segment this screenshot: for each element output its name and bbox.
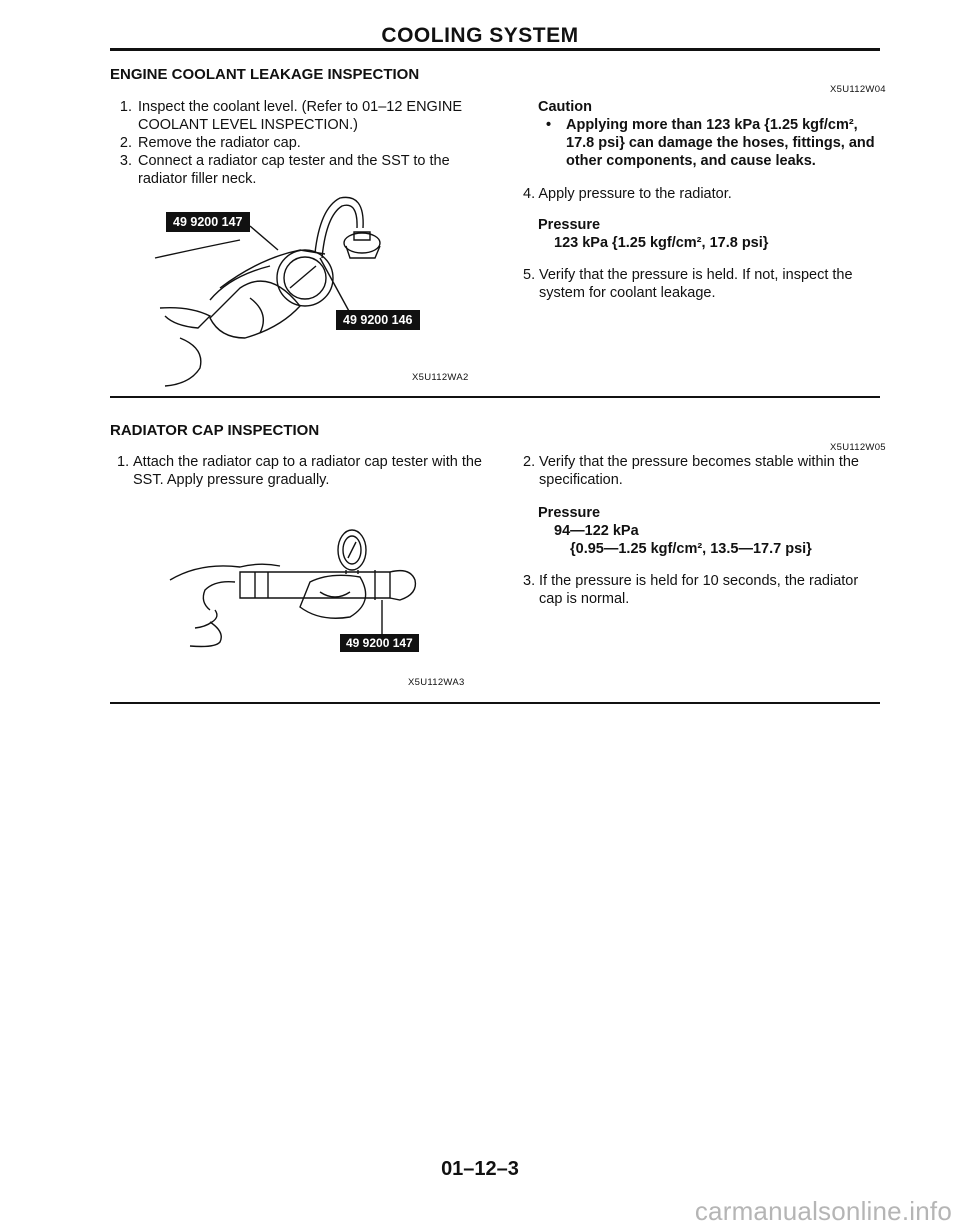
section1-steps [112, 98, 492, 188]
step-number: 5. [523, 267, 536, 283]
pressure-value: 123 kPa {1.25 kgf/cm², 17.8 psi} [554, 235, 769, 251]
tester-illustration-1 [150, 188, 480, 388]
caution-text: Applying more than 123 kPa {1.25 kgf/cm², 17.8 psi} can damage the hoses, fittings, and other components, and cause leaks. [566, 117, 875, 169]
step-number: 4. [523, 186, 539, 202]
section1-code: X5U112W04 [830, 84, 886, 95]
figure2-code: X5U112WA3 [408, 677, 465, 688]
caution-block [538, 98, 883, 170]
section-divider [110, 396, 880, 398]
page-number: 01–12–3 [441, 1158, 519, 1180]
bullet-icon: • [546, 117, 552, 133]
caution-item [538, 116, 883, 170]
step-number: 3. [523, 573, 536, 589]
sst-label-box: 49 9200 147 [166, 212, 250, 232]
step-text: Verify that the pressure is held. If not, inspect the system for coolant leakage. [539, 267, 853, 301]
pressure-value: {0.95—1.25 kgf/cm², 13.5—17.7 psi} [570, 541, 812, 557]
step-5 [523, 266, 883, 302]
page-title: COOLING SYSTEM [381, 24, 579, 47]
pressure-spec-1 [538, 216, 878, 252]
section2-step-2 [523, 453, 883, 489]
sst-label-box: 49 9200 146 [336, 310, 420, 330]
step-text: Apply pressure to the radiator. [538, 186, 732, 202]
sst-label-box: 49 9200 147 [340, 634, 419, 652]
tester-illustration-2 [160, 522, 470, 662]
step-item: 2. Remove the radiator cap. [136, 134, 492, 152]
section2-step-3 [523, 572, 883, 608]
pressure-spec-2 [538, 504, 878, 558]
section-divider [110, 702, 880, 704]
step-number: 1. [117, 454, 130, 470]
step-4 [523, 185, 883, 203]
step-text: Attach the radiator cap to a radiator cap tester with the SST. Apply pressure gradually. [133, 454, 482, 488]
watermark: carmanualsonline.info [694, 1196, 952, 1226]
step-item: 1. Inspect the coolant level. (Refer to 01–12 ENGINE COOLANT LEVEL INSPECTION.) [136, 98, 492, 134]
tester-drawing [160, 522, 470, 662]
figure1-code: X5U112WA2 [412, 372, 469, 383]
pressure-label: Pressure [538, 505, 601, 521]
step-text: If the pressure is held for 10 seconds, the radiator cap is normal. [539, 573, 859, 607]
header-rule [110, 48, 880, 51]
section-title-coolant-leakage: ENGINE COOLANT LEAKAGE INSPECTION [110, 66, 420, 83]
step-number: 2. [523, 454, 536, 470]
section2-step-1 [117, 453, 482, 489]
pressure-value: 94—122 kPa [554, 523, 639, 539]
section2-code: X5U112W05 [830, 442, 886, 453]
step-item: 3. Connect a radiator cap tester and the SST to the radiator filler neck. [136, 152, 492, 188]
step-text: Verify that the pressure becomes stable within the specification. [539, 454, 859, 488]
section-title-radiator-cap: RADIATOR CAP INSPECTION [110, 422, 320, 439]
pressure-label: Pressure [538, 217, 601, 233]
caution-heading: Caution [538, 99, 592, 115]
